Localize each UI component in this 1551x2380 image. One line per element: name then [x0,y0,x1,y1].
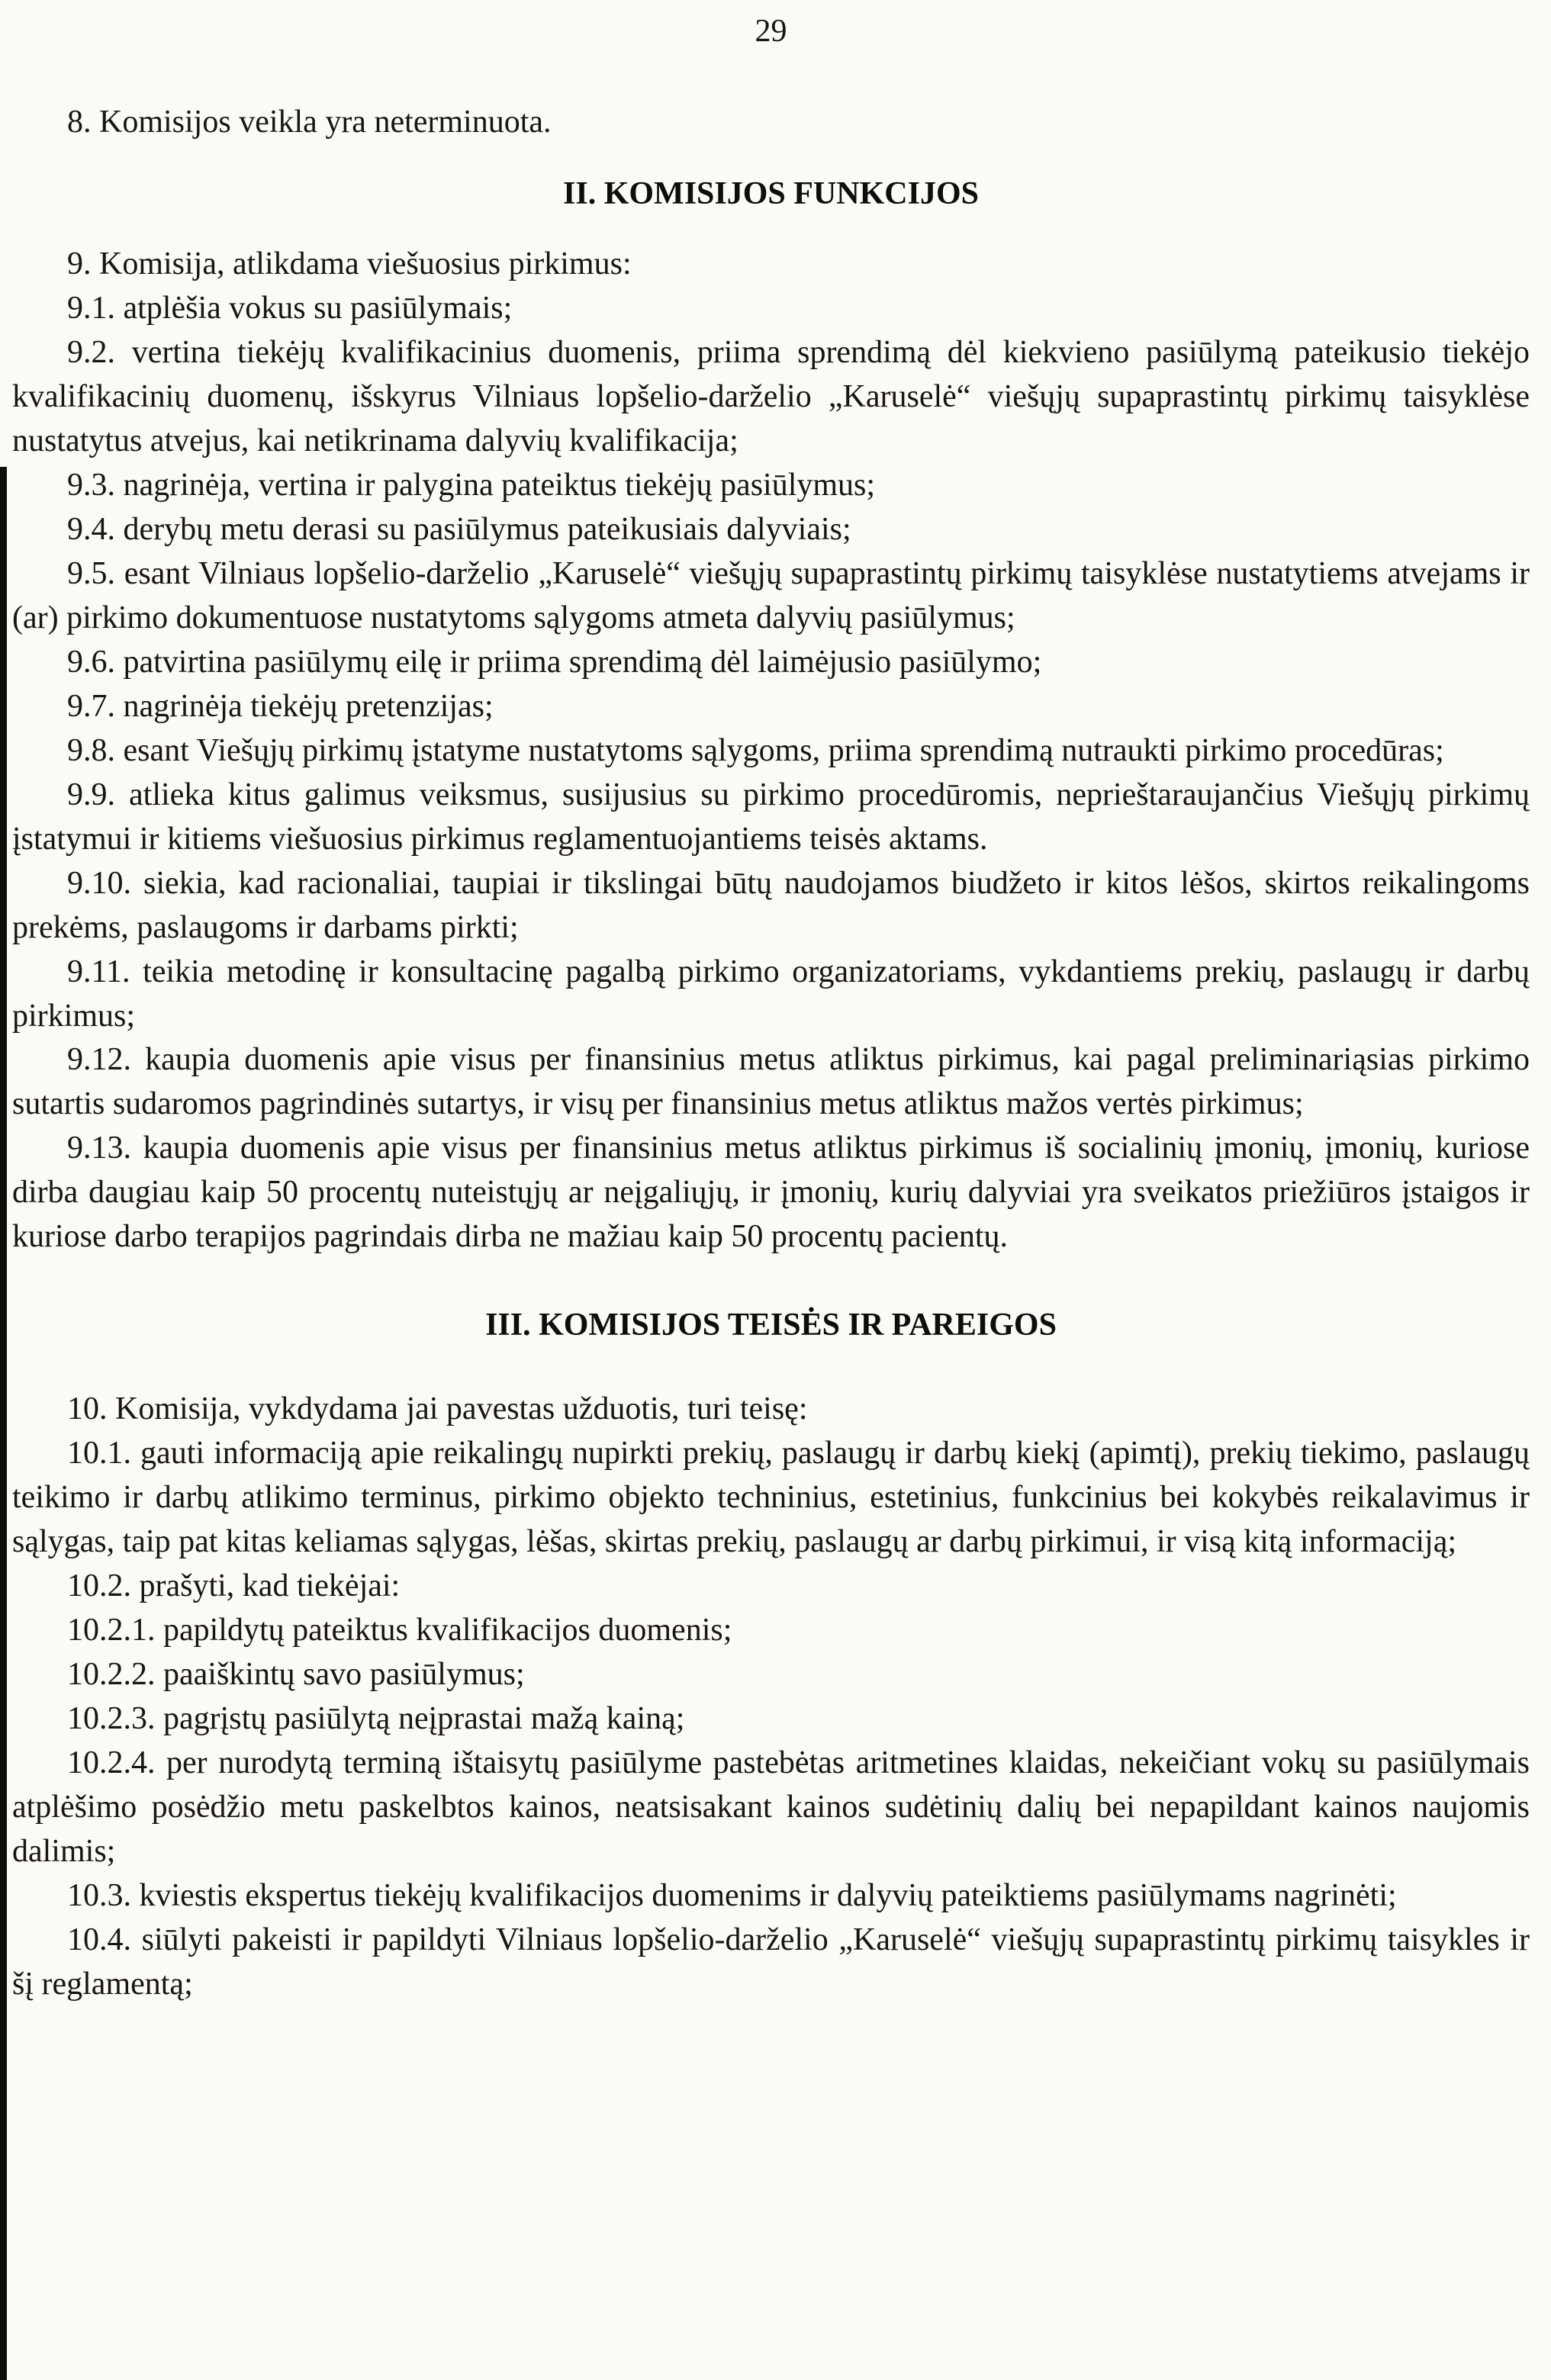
paragraph-9: 9. Komisija, atlikdama viešuosius pirkimus: [67,246,632,282]
paragraph-10-2-3: 10.2.3. pagrįstų pasiūlytą neįprastai mažą kainą; [67,1700,685,1736]
paragraph-10-2-1: 10.2.1. papildytų pateiktus kvalifikacijos duomenis; [67,1612,732,1648]
paragraph-9-1: 9.1. atplėšia vokus su pasiūlymais; [67,291,513,326]
paragraph-9-13: 9.13. kaupia duomenis apie visus per finansinius metus atliktus pirkimus iš socialinių įmonių, įmonių, kuriose dirba daugiau kaip 50 procentų nuteistųjų ar neįgaliųjų, ir įmonių, kurių dalyviai yra sveikatos priežiūros įstaigos ir kuriose darbo terapijos pagrindais dirba ne mažiau kaip 50 procentų pacientų. [12,1130,1530,1255]
paragraph-10-2-4: 10.2.4. per nurodytą terminą ištaisytų pasiūlyme pastebėtas aritmetines klaidas, nekeičiant vokų su pasiūlymais atplėšimo posėdžio metu paskelbtos kainos, neatsisakant kainos sudėtinių dalių bei nepapildant kainos naujomis dalimis; [12,1745,1530,1869]
paragraph-10-2: 10.2. prašyti, kad tiekėjai: [67,1568,401,1603]
paragraph-9-6: 9.6. patvirtina pasiūlymų eilę ir priima sprendimą dėl laimėjusio pasiūlymo; [67,644,1042,680]
paragraph-10: 10. Komisija, vykdydama jai pavestas užduotis, turi teisę: [67,1391,808,1427]
paragraph-10-4: 10.4. siūlyti pakeisti ir papildyti Vilniaus lopšelio-darželio „Karuselė“ viešųjų supaprastintų pirkimų taisykles ir šį reglamentą; [12,1922,1530,2002]
scan-edge-artifact [0,467,7,2380]
section-heading-iii-komisijos-teises-ir-pareigos: III. KOMISIJOS TEISĖS IR PAREIGOS [485,1307,1057,1343]
document-body [12,101,1530,2006]
paragraph-9-10: 9.10. siekia, kad racionaliai, taupiai ir tikslingai būtų naudojamos biudžeto ir kitos lėšos, skirtos reikalingoms prekėms, paslaugoms ir darbams pirkti; [12,865,1530,945]
paragraph-10-3: 10.3. kviestis ekspertus tiekėjų kvalifikacijos duomenims ir dalyvių pateiktiems pasiūlymams nagrinėti; [67,1877,1397,1913]
paragraph-9-5: 9.5. esant Vilniaus lopšelio-darželio „Karuselė“ viešųjų supaprastintų pirkimų taisyklėse nustatytiems atvejams ir (ar) pirkimo dokumentuose nustatytoms sąlygoms atmeta dalyvių pasiūlymus; [12,555,1530,635]
paragraph-9-7: 9.7. nagrinėja tiekėjų pretenzijas; [67,688,494,724]
paragraph-10-1: 10.1. gauti informaciją apie reikalingų nupirkti prekių, paslaugų ir darbų kiekį (apimtį), prekių tiekimo, paslaugų teikimo ir darbų atlikimo terminus, pirkimo objekto techninius, estetinius, funkcinius bei kokybės reikalavimus ir sąlygas, taip pat kitas keliamas sąlygas, lėšas, skirtas prekių, paslaugų ar darbų pirkimui, ir visą kitą informaciją; [12,1436,1530,1560]
paragraph-9-12: 9.12. kaupia duomenis apie visus per finansinius metus atliktus pirkimus, kai pagal preliminariąsias pirkimo sutartis sudaromos pagrindinės sutartys, ir visų per finansinius metus atliktus mažos vertės pirkimus; [12,1042,1530,1122]
paragraph-9-2: 9.2. vertina tiekėjų kvalifikacinius duomenis, priima sprendimą dėl kiekvieno pasiūlymą pateikusio tiekėjo kvalifikacinių duomenų, išskyrus Vilniaus lopšelio-darželio „Karuselė“ viešųjų supaprastintų pirkimų taisyklėse nustatytus atvejus, kai netikrinama dalyvių kvalifikacija; [12,335,1530,459]
page-number: 29 [755,14,787,49]
section-heading-ii-komisijos-funkcijos: II. KOMISIJOS FUNKCIJOS [563,176,979,212]
paragraph-9-11: 9.11. teikia metodinę ir konsultacinę pagalbą pirkimo organizatoriams, vykdantiems prekių, paslaugų ir darbų pirkimus; [12,954,1530,1034]
paragraph-9-4: 9.4. derybų metu derasi su pasiūlymus pateikusiais dalyviais; [67,512,851,548]
paragraph-9-9: 9.9. atlieka kitus galimus veiksmus, susijusius su pirkimo procedūromis, neprieštaraujančius Viešųjų pirkimų įstatymui ir kitiems viešuosius pirkimus reglamentuojantiems teisės aktams. [12,777,1530,857]
paragraph-9-8: 9.8. esant Viešųjų pirkimų įstatyme nustatytoms sąlygoms, priima sprendimą nutraukti pirkimo procedūras; [67,732,1444,768]
paragraph-8: 8. Komisijos veikla yra neterminuota. [67,105,552,140]
paragraph-9-3: 9.3. nagrinėja, vertina ir palygina pateiktus tiekėjų pasiūlymus; [67,468,876,503]
paragraph-10-2-2: 10.2.2. paaiškintų savo pasiūlymus; [67,1656,525,1692]
